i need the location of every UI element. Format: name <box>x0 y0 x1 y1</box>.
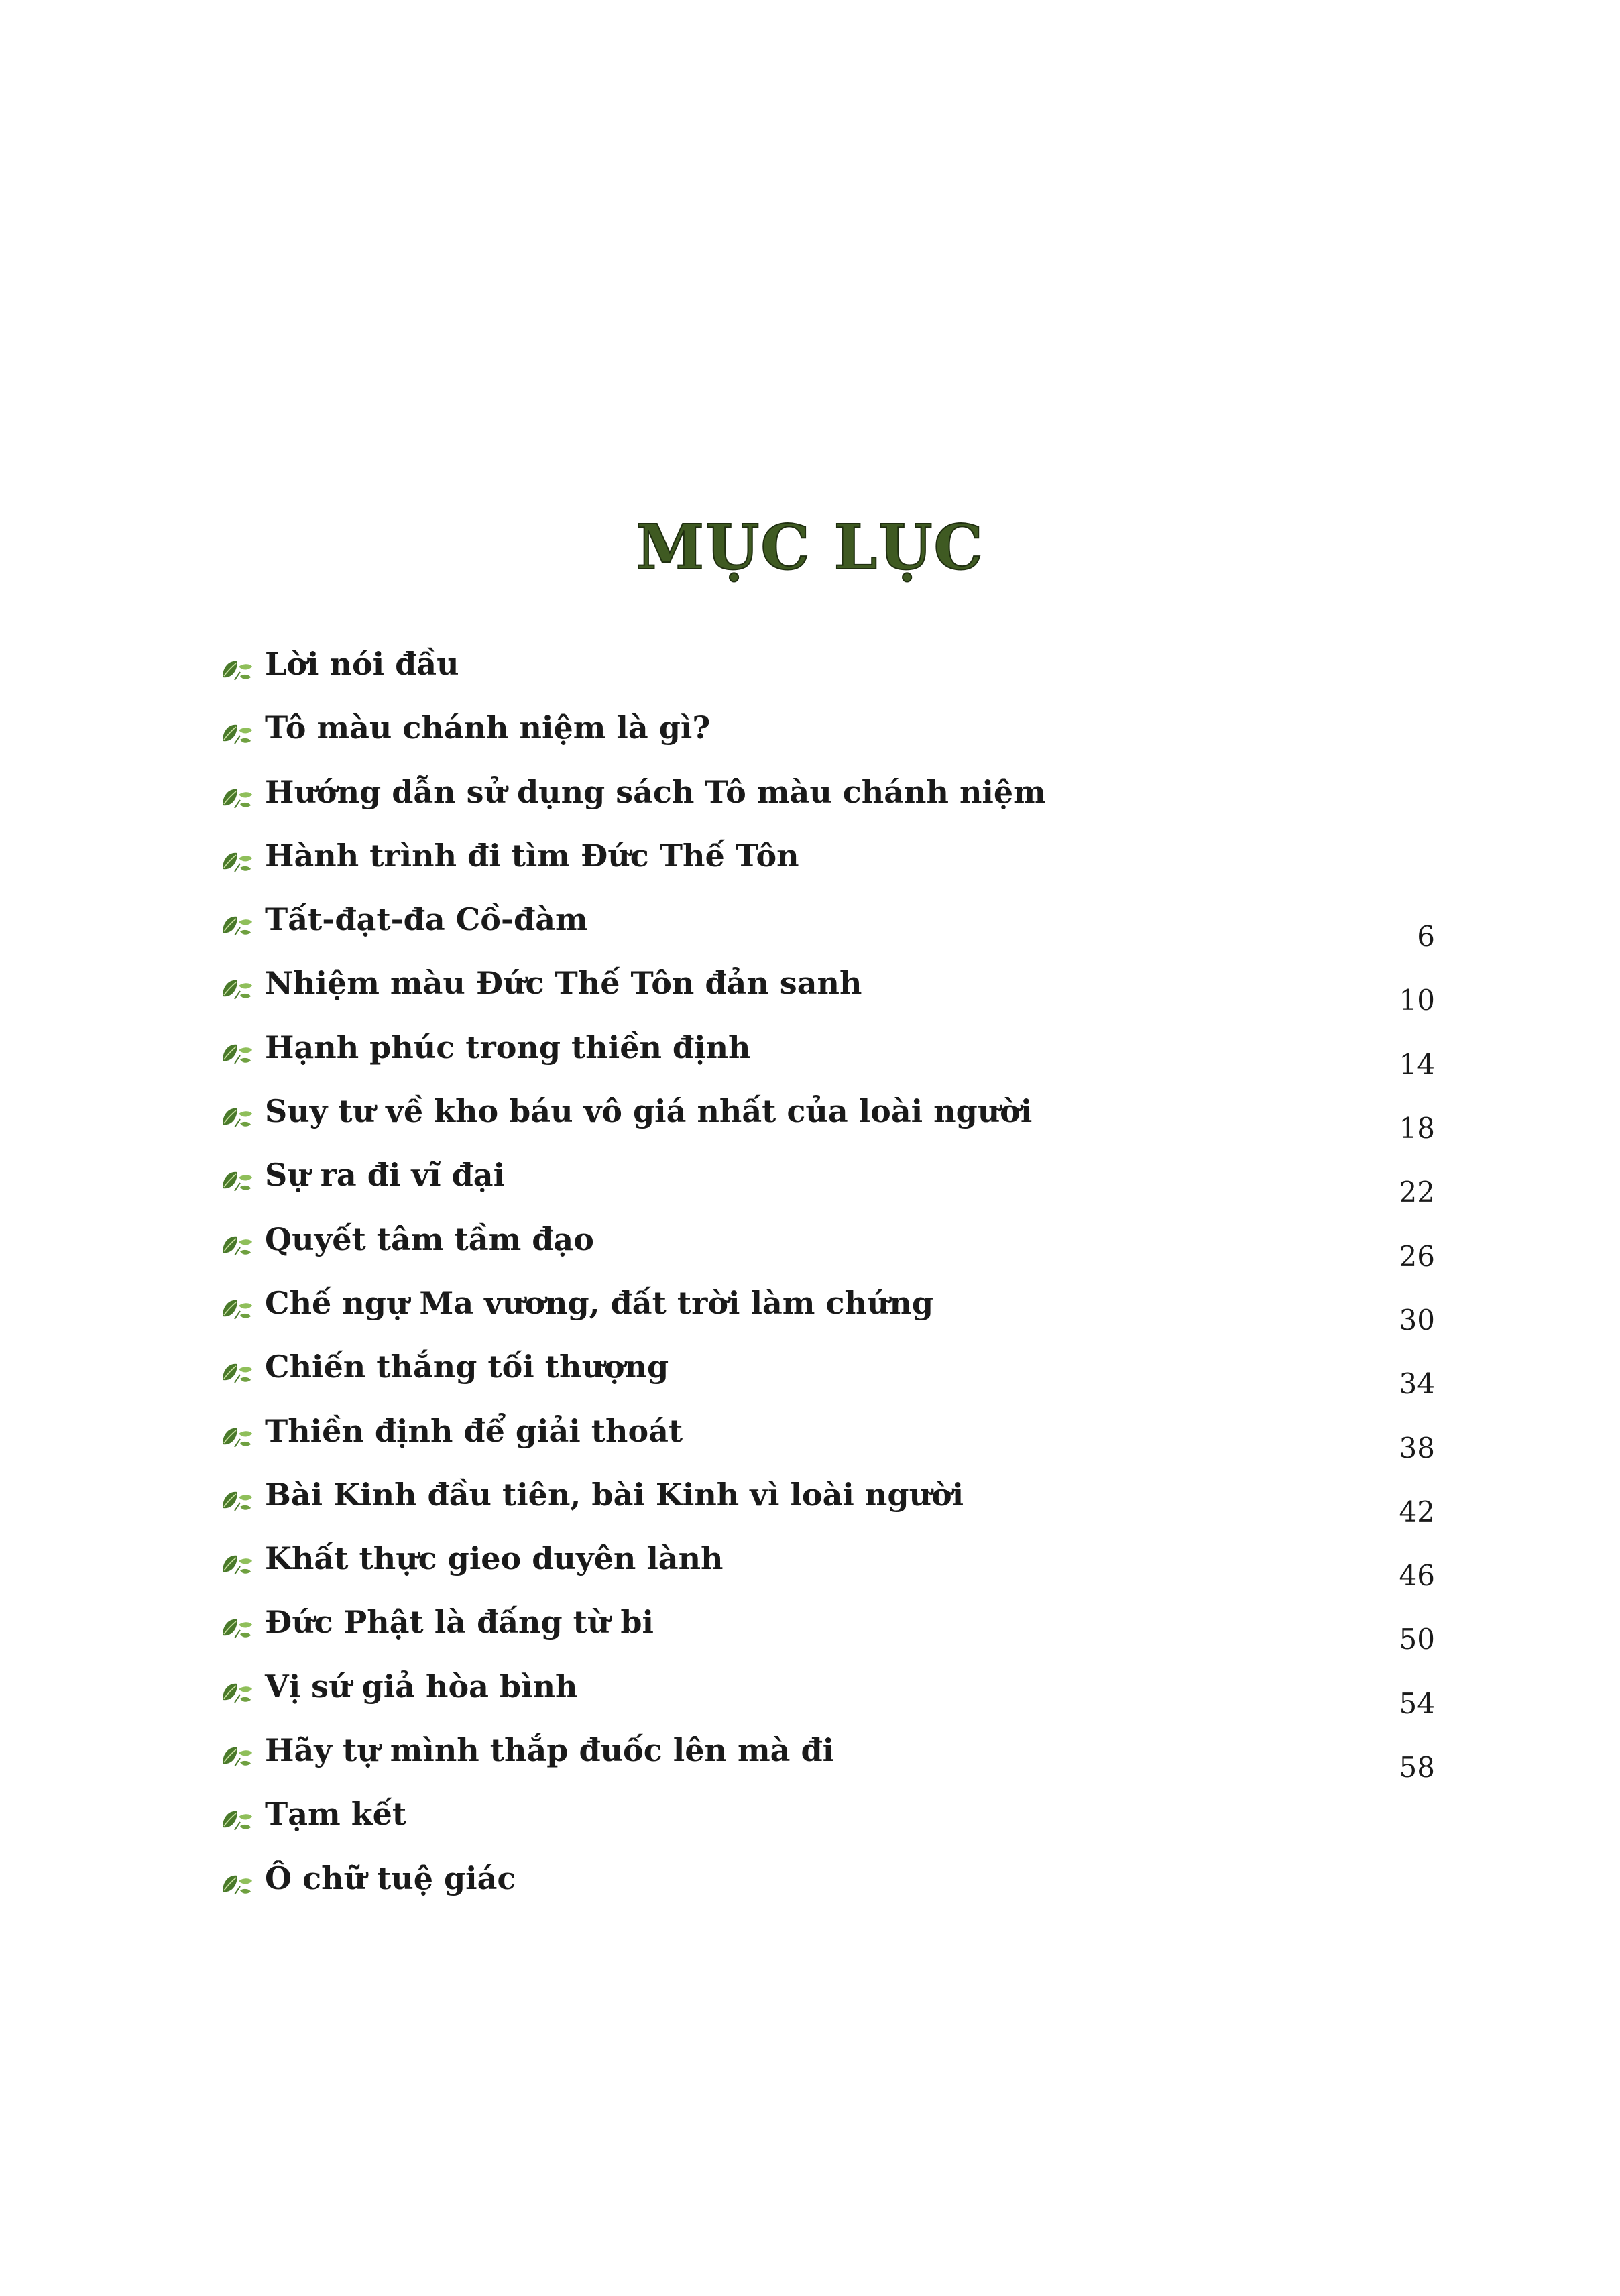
toc-page-number: 38 <box>1399 1431 1435 1465</box>
toc-title: Chế ngự Ma vương, đất trời làm chứng <box>265 1284 933 1321</box>
toc-title: Bài Kinh đầu tiên, bài Kinh vì loài người <box>265 1476 964 1513</box>
toc-title: Tất-đạt-đa Cồ-đàm <box>265 901 588 938</box>
toc-page-number: 26 <box>1399 1239 1435 1273</box>
leaf-icon <box>220 1872 253 1898</box>
leaf-icon <box>220 1552 253 1578</box>
toc-entry[interactable] <box>215 836 1435 899</box>
toc-entry[interactable] <box>215 1666 1435 1730</box>
leaf-icon <box>220 1615 253 1642</box>
toc-page-number: 14 <box>1399 1047 1435 1081</box>
toc-title: Hướng dẫn sử dụng sách Tô màu chánh niệm <box>265 773 1046 810</box>
toc-title: Đức Phật là đấng từ bi <box>265 1604 654 1641</box>
toc-entry[interactable] <box>215 1602 1435 1666</box>
toc-title: Suy tư về kho báu vô giá nhất của loài người <box>265 1093 1033 1130</box>
toc-title: Lời nói đầu <box>265 646 459 682</box>
toc-title: Vị sứ giả hòa bình <box>265 1668 578 1705</box>
toc-page-number: 54 <box>1399 1686 1435 1720</box>
leaf-icon <box>220 1104 253 1131</box>
toc-entry[interactable] <box>215 899 1435 963</box>
leaf-icon <box>220 849 253 876</box>
leaf-icon <box>220 1232 253 1259</box>
leaf-icon <box>220 657 253 684</box>
page-title: MỤC LỤC <box>636 510 984 583</box>
toc-entry[interactable] <box>215 772 1435 836</box>
toc-title: Thiền định để giải thoát <box>265 1412 683 1449</box>
toc-entry[interactable] <box>215 1283 1435 1346</box>
toc-title: Hành trình đi tìm Đức Thế Tôn <box>265 837 799 874</box>
toc-entry[interactable] <box>215 1346 1435 1410</box>
toc-page-number: 6 <box>1417 920 1435 954</box>
toc-title: Hạnh phúc trong thiền định <box>265 1029 751 1066</box>
toc-title: Nhiệm màu Đức Thế Tôn đản sanh <box>265 965 862 1002</box>
toc-entry[interactable] <box>215 1155 1435 1218</box>
toc-page-number: 30 <box>1399 1303 1435 1336</box>
toc-entry[interactable] <box>215 1858 1435 1922</box>
toc-entry[interactable] <box>215 1219 1435 1283</box>
toc-entry[interactable] <box>215 1794 1435 1857</box>
toc-page-number: 18 <box>1399 1112 1435 1145</box>
toc-entry[interactable] <box>215 707 1435 771</box>
toc-entry[interactable] <box>215 644 1435 707</box>
toc-title: Tạm kết <box>265 1796 407 1833</box>
leaf-icon <box>220 1743 253 1770</box>
table-of-contents <box>215 644 1435 1922</box>
toc-title: Chiến thắng tối thượng <box>265 1348 669 1385</box>
toc-page-number: 34 <box>1399 1367 1435 1401</box>
toc-entry[interactable] <box>215 1027 1435 1091</box>
leaf-icon <box>220 1360 253 1387</box>
toc-entry[interactable] <box>215 1411 1435 1475</box>
leaf-icon <box>220 1488 253 1515</box>
leaf-icon <box>220 721 253 748</box>
leaf-icon <box>220 1807 253 1834</box>
toc-page-number: 22 <box>1399 1175 1435 1209</box>
toc-page-number: 58 <box>1399 1751 1435 1784</box>
leaf-icon <box>220 785 253 812</box>
leaf-icon <box>220 1041 253 1068</box>
toc-entry[interactable] <box>215 963 1435 1027</box>
toc-page-number: 50 <box>1399 1623 1435 1656</box>
toc-title: Ô chữ tuệ giác <box>265 1859 516 1896</box>
toc-entry[interactable] <box>215 1730 1435 1794</box>
toc-entry[interactable] <box>215 1091 1435 1155</box>
toc-title: Tô màu chánh niệm là gì? <box>265 709 711 746</box>
leaf-icon <box>220 976 253 1003</box>
leaf-icon <box>220 1680 253 1707</box>
toc-entry[interactable] <box>215 1538 1435 1602</box>
leaf-icon <box>220 1296 253 1323</box>
leaf-icon <box>220 913 253 939</box>
toc-title: Khất thực gieo duyên lành <box>265 1540 724 1577</box>
toc-page-number: 42 <box>1399 1495 1435 1528</box>
toc-page-number: 10 <box>1399 984 1435 1017</box>
leaf-icon <box>220 1424 253 1451</box>
toc-title: Hãy tự mình thắp đuốc lên mà đi <box>265 1732 835 1769</box>
toc-title: Quyết tâm tầm đạo <box>265 1220 594 1257</box>
toc-page-number: 46 <box>1399 1559 1435 1593</box>
toc-entry[interactable] <box>215 1475 1435 1538</box>
toc-title: Sự ra đi vĩ đại <box>265 1157 506 1194</box>
leaf-icon <box>220 1168 253 1195</box>
